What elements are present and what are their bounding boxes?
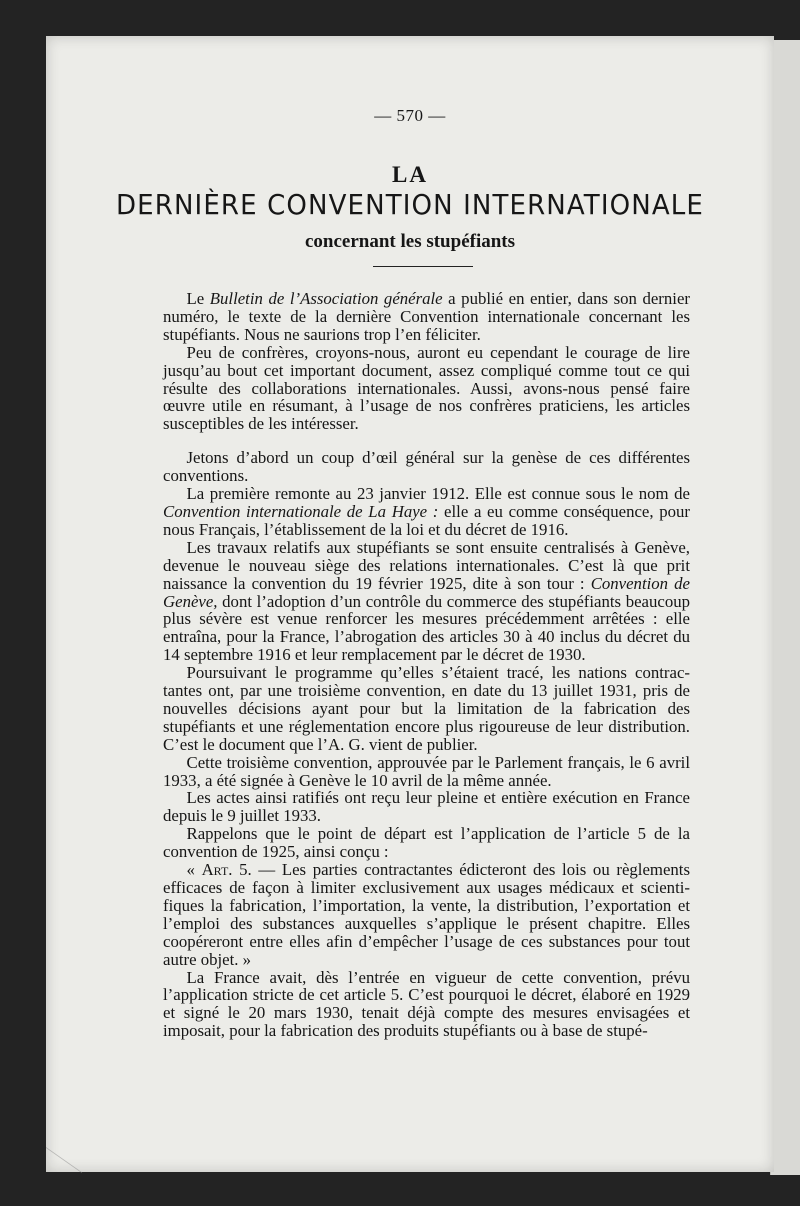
- article-body: [163, 290, 690, 1040]
- page-corner-fold: [46, 1147, 82, 1197]
- title-divider: [373, 266, 473, 267]
- article-5-label: Art. 5.: [201, 860, 252, 880]
- paragraph-5: Les travaux relatifs aux stupéfiants se sont ensuite centralisés à Genève, devenue le nouveau siège des relations internationales. C’est là que prit naissance la convention du 19 février 1925, dite à son tour : Convention de Genève, dont l’adoption d’un contrôle du commerce des stupéfiants beaucoup plus sévère est venue renforcer les mesures précédemment arrêtées : elle entraîna, pour la France, l’abrogation des articles 30 à 40 inclus du décret du 14 septembre 1916 et leur remplacement par le décret de 1930.: [163, 537, 690, 665]
- paragraph-8: Les actes ainsi ratifiés ont reçu leur pleine et entière exécution en France depuis le 9 juillet 1933.: [163, 788, 690, 826]
- paragraph-6: Poursuivant le programme qu’elles s’étaient tracé, les nations contractantes ont, par une troisième convention, en date du 13 juillet 1931, pris de nouvelles décisions ayant pour but la limitation de la fabrication des stupéfiants et une réglementation encore plus rigoureuse de leur distribution. C’est le document que l’A. G. vient de publier.: [163, 663, 690, 754]
- paragraph-1: Le Bulletin de l’Association générale a publié en entier, dans son dernier numéro, le texte de la dernière Convention internationale concernant les stupéfiants. Nous ne saurions trop l’en féliciter.: [163, 289, 690, 344]
- page-number: — 570 —: [374, 106, 446, 125]
- paragraph-3: Jetons d’abord un coup d’œil général sur la genèse de ces différentes conventions.: [163, 448, 690, 486]
- adjacent-page-edge: [770, 40, 800, 1175]
- page-subtitle: concernant les stupéfiants: [304, 231, 516, 252]
- convention-geneve: Convention de Genève,: [163, 573, 690, 611]
- title-article: LA: [392, 162, 428, 187]
- paragraph-4: La première remonte au 23 janvier 1912. Elle est connue sous le nom de Convention internationale de La Haye : elle a eu comme conséquence, pour nous Français, l’établissement de la loi et du décret de 1916.: [163, 484, 690, 539]
- article-5-quote: « Art. 5. — Les parties contractantes édicteront des lois ou règlements efficaces de façon à limiter exclusivement aux usages médicaux et scientifiques la fabrication, l’importation, la vente, la distribution, l’exportation et l’emploi des substances auxquelles s’applique le présent chapitre. Elles coopéreront entre elles afin d’empêcher l’usage de ces substances pour tout autre objet. »: [163, 860, 690, 969]
- paragraph-7: Cette troisième convention, approuvée par le Parlement français, le 6 avril 1933, a été signée à Genève le 10 avril de la même année.: [163, 752, 690, 790]
- convention-la-haye: Convention internationale de La Haye :: [163, 501, 439, 521]
- page-title: DERNIÈRE CONVENTION INTERNATIONALE: [116, 188, 704, 221]
- document-page: [46, 36, 774, 1172]
- bulletin-title: Bulletin de l’Association générale: [209, 289, 443, 308]
- paragraph-9: Rappelons que le point de départ est l’application de l’article 5 de la convention de 1925, ainsi conçu :: [163, 824, 690, 862]
- paragraph-10: La France avait, dès l’entrée en vigueur de cette convention, prévu l’application stricte de cet article 5. C’est pourquoi le décret, élaboré en 1929 et signé le 20 mars 1930, tenait déjà compte des mesures envisagées et imposait, pour la fabrication des produits stupéfiants ou à base de stupé-: [163, 967, 690, 1041]
- paragraph-2: Peu de confrères, croyons-nous, auront eu cependant le courage de lire jusqu’au bout cet important document, assez compliqué comme tout ce qui résulte des collaborations internationales. Aussi, avons-nous pensé faire œuvre utile en résumant, à l’usage de nos confrères praticiens, les articles susceptibles de les intéresser.: [163, 342, 690, 434]
